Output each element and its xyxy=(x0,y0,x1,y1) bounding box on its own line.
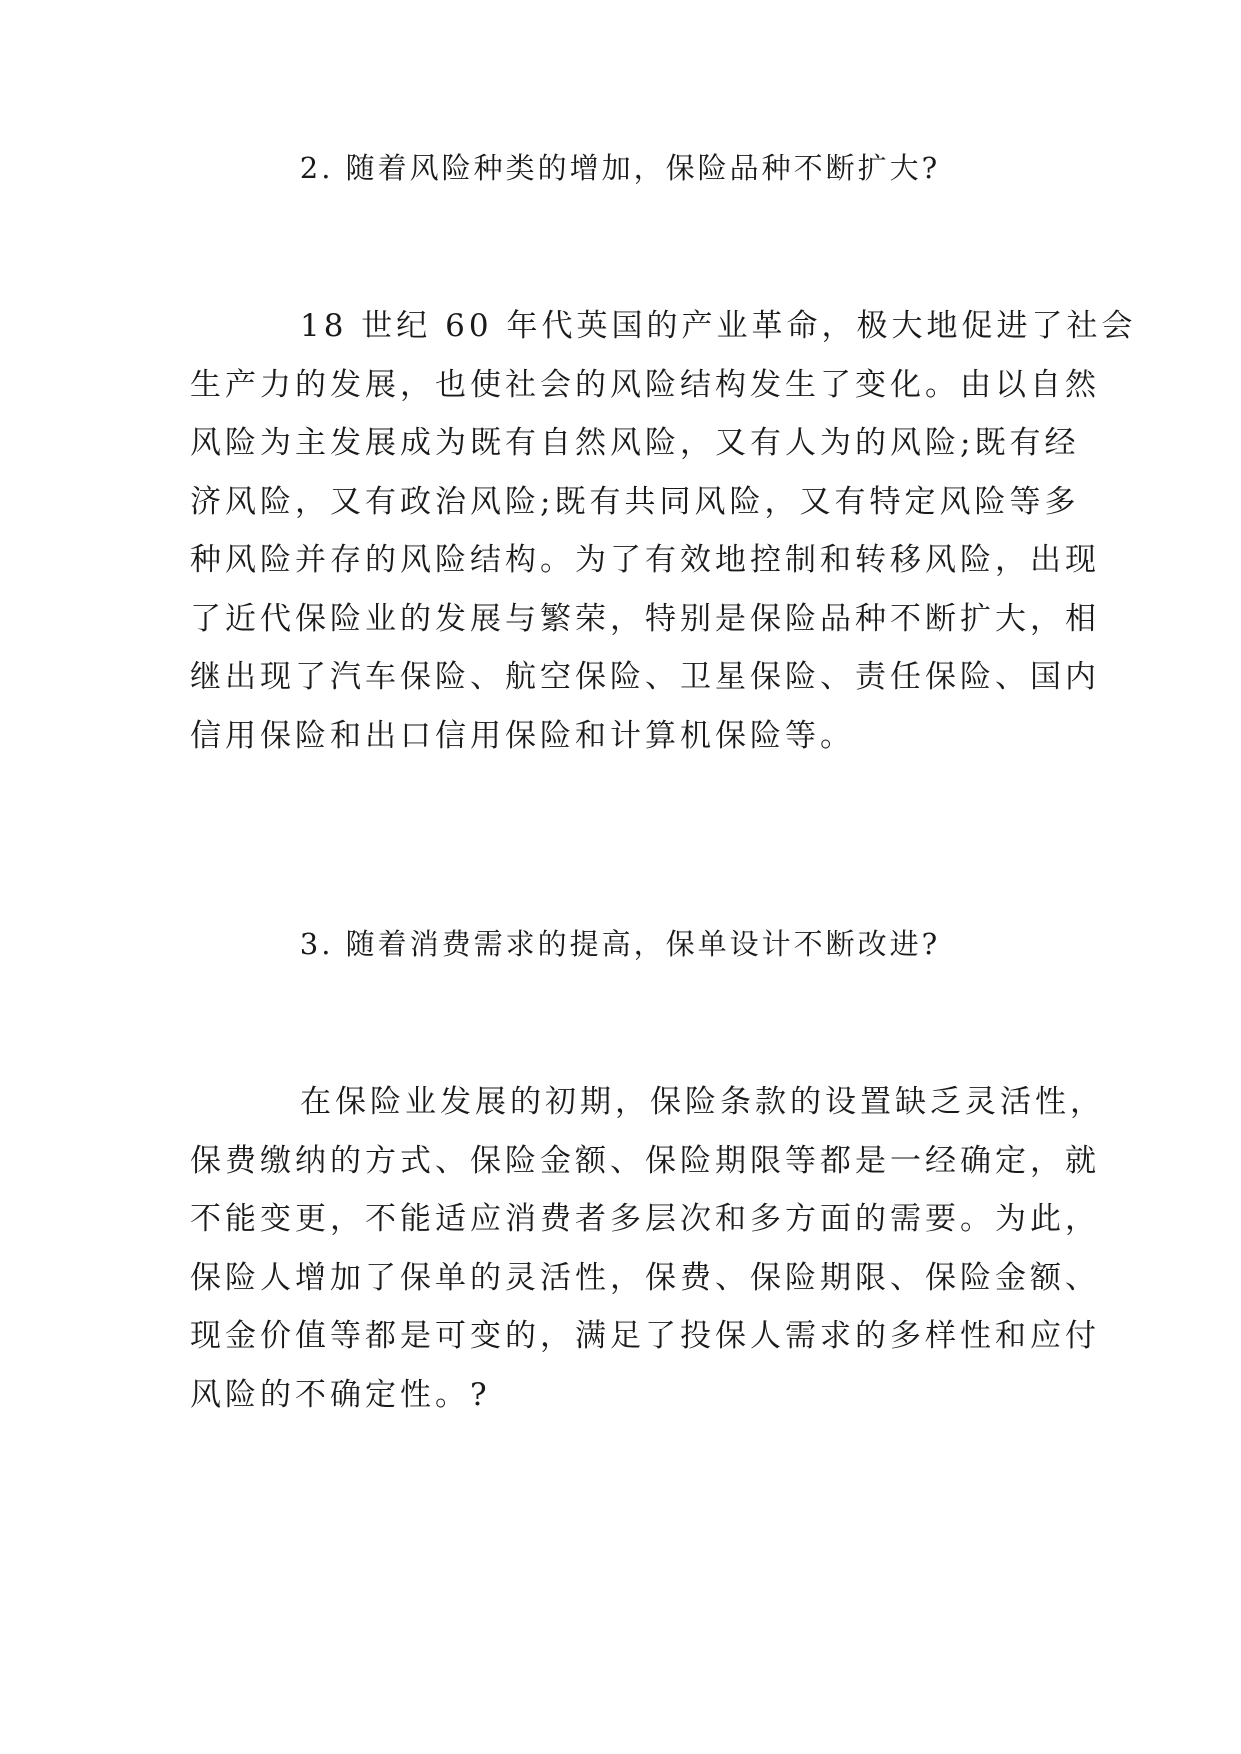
section-paragraph-3 xyxy=(190,1073,1105,1424)
paragraph-line: 风险为主发展成为既有自然风险，又有人为的风险;既有经 xyxy=(190,425,1080,461)
paragraph-line: 了近代保险业的发展与繁荣，特别是保险品种不断扩大，相 xyxy=(190,600,1100,637)
paragraph-line: 现金价值等都是可变的，满足了投保人需求的多样性和应付 xyxy=(190,1318,1100,1354)
paragraph-line: 风险的不确定性。? xyxy=(190,1376,491,1413)
paragraph-line: 生产力的发展，也使社会的风险结构发生了变化。由以自然 xyxy=(190,366,1100,403)
section-paragraph-2 xyxy=(190,297,1137,765)
section-heading-3: 3. 随着消费需求的提高，保单设计不断改进? xyxy=(299,927,941,961)
paragraph-line: 18 世纪 60 年代英国的产业革命，极大地促进了社会 xyxy=(300,308,1137,344)
paragraph-line: 继出现了汽车保险、航空保险、卫星保险、责任保险、国内 xyxy=(190,659,1100,695)
paragraph-line: 不能变更，不能适应消费者多层次和多方面的需要。为此， xyxy=(190,1201,1100,1237)
paragraph-line: 信用保险和出口信用保险和计算机保险等。 xyxy=(190,717,855,754)
paragraph-line: 在保险业发展的初期，保险条款的设置缺乏灵活性， xyxy=(300,1084,1105,1120)
paragraph-line: 保费缴纳的方式、保险金额、保险期限等都是一经确定，就 xyxy=(190,1142,1100,1179)
paragraph-line: 济风险，又有政治风险;既有共同风险，又有特定风险等多 xyxy=(190,483,1080,520)
paragraph-line: 种风险并存的风险结构。为了有效地控制和转移风险，出现 xyxy=(190,542,1100,578)
section-heading-2: 2. 随着风险种类的增加，保险品种不断扩大? xyxy=(299,151,941,185)
paragraph-line: 保险人增加了保单的灵活性，保费、保险期限、保险金额、 xyxy=(190,1259,1100,1296)
